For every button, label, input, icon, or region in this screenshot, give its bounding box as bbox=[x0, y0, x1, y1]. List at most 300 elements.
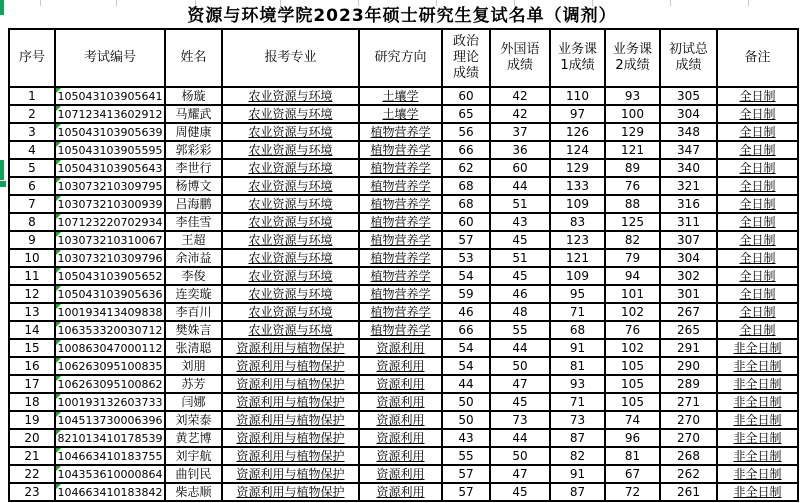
cell-major[interactable]: 资源利用与植物保护 bbox=[222, 393, 359, 411]
cell-course2-score[interactable]: 94 bbox=[605, 267, 660, 285]
cell-major[interactable]: 农业资源与环境 bbox=[222, 177, 359, 195]
recruitment-roster-table bbox=[8, 28, 799, 502]
cell-remarks[interactable]: 全日制 bbox=[717, 105, 798, 123]
cell-exam-number[interactable] bbox=[55, 249, 165, 267]
cell-research-direction[interactable]: 植物营养学 bbox=[359, 321, 442, 339]
column-header-name[interactable] bbox=[165, 29, 222, 87]
cell-course1-score[interactable]: 87 bbox=[550, 483, 605, 501]
cell-major[interactable]: 农业资源与环境 bbox=[222, 303, 359, 321]
cell-course2-score[interactable]: 88 bbox=[605, 195, 660, 213]
cell-major[interactable]: 资源利用与植物保护 bbox=[222, 447, 359, 465]
cell-major[interactable]: 农业资源与环境 bbox=[222, 159, 359, 177]
cell-name[interactable]: 樊姝言 bbox=[165, 321, 222, 339]
table-row bbox=[9, 375, 798, 393]
cell-name[interactable]: 周健康 bbox=[165, 123, 222, 141]
cell-course1-score[interactable]: 71 bbox=[550, 393, 605, 411]
cell-research-direction[interactable]: 植物营养学 bbox=[359, 285, 442, 303]
column-header-label: 考试编号 bbox=[83, 49, 136, 65]
cell-exam-number[interactable] bbox=[55, 321, 165, 339]
cell-value: 103073210309795 bbox=[57, 179, 163, 193]
table-row bbox=[9, 249, 798, 267]
cell-name[interactable]: 黄艺博 bbox=[165, 429, 222, 447]
number-as-text-indicator-icon bbox=[56, 412, 61, 417]
cell-research-direction[interactable]: 植物营养学 bbox=[359, 303, 442, 321]
cell-exam-number[interactable] bbox=[55, 231, 165, 249]
cell-remarks[interactable]: 非全日制 bbox=[717, 339, 798, 357]
cell-total-score[interactable]: 316 bbox=[660, 195, 717, 213]
cell-politics-score[interactable]: 55 bbox=[442, 447, 490, 465]
cell-research-direction[interactable]: 资源利用 bbox=[359, 393, 442, 411]
cell-research-direction[interactable]: 资源利用 bbox=[359, 375, 442, 393]
cell-remarks[interactable]: 非全日制 bbox=[717, 429, 798, 447]
column-header-major[interactable] bbox=[222, 29, 359, 87]
cell-exam-number[interactable] bbox=[55, 411, 165, 429]
cell-exam-number[interactable] bbox=[55, 177, 165, 195]
number-as-text-indicator-icon bbox=[56, 376, 61, 381]
cell-foreign-language-score[interactable]: 36 bbox=[490, 141, 550, 159]
column-header-total-score[interactable] bbox=[660, 29, 717, 87]
cell-foreign-language-score[interactable]: 55 bbox=[490, 321, 550, 339]
cell-course2-score[interactable]: 76 bbox=[605, 321, 660, 339]
cell-major[interactable]: 农业资源与环境 bbox=[222, 195, 359, 213]
number-as-text-indicator-icon bbox=[56, 484, 61, 489]
cell-course1-score[interactable]: 82 bbox=[550, 447, 605, 465]
cell-name[interactable]: 张清聪 bbox=[165, 339, 222, 357]
cell-exam-number[interactable] bbox=[55, 375, 165, 393]
cell-remarks[interactable]: 非全日制 bbox=[717, 447, 798, 465]
cell-course2-score[interactable]: 101 bbox=[605, 285, 660, 303]
cell-foreign-language-score[interactable]: 47 bbox=[490, 375, 550, 393]
cell-research-direction[interactable]: 资源利用 bbox=[359, 429, 442, 447]
cell-politics-score[interactable]: 68 bbox=[442, 177, 490, 195]
cell-value: 105043103905636 bbox=[57, 287, 163, 301]
cell-exam-number[interactable] bbox=[55, 123, 165, 141]
cell-value: 105043103905652 bbox=[57, 269, 163, 283]
cell-foreign-language-score[interactable]: 44 bbox=[490, 177, 550, 195]
cell-research-direction[interactable]: 植物营养学 bbox=[359, 159, 442, 177]
cell-foreign-language-score[interactable]: 44 bbox=[490, 339, 550, 357]
cell-serial[interactable]: 19 bbox=[9, 411, 55, 429]
column-header-foreign-language-score[interactable] bbox=[490, 29, 550, 87]
cell-name[interactable]: 余沛益 bbox=[165, 249, 222, 267]
cell-foreign-language-score[interactable]: 45 bbox=[490, 393, 550, 411]
cell-research-direction[interactable]: 土壤学 bbox=[359, 87, 442, 105]
cell-research-direction[interactable]: 植物营养学 bbox=[359, 177, 442, 195]
cell-foreign-language-score[interactable]: 60 bbox=[490, 159, 550, 177]
cell-remarks[interactable]: 非全日制 bbox=[717, 411, 798, 429]
cell-exam-number[interactable] bbox=[55, 159, 165, 177]
cell-course2-score[interactable]: 93 bbox=[605, 87, 660, 105]
cell-serial[interactable]: 8 bbox=[9, 213, 55, 231]
cell-foreign-language-score[interactable]: 45 bbox=[490, 483, 550, 501]
cell-research-direction[interactable]: 植物营养学 bbox=[359, 141, 442, 159]
cell-course1-score[interactable]: 129 bbox=[550, 159, 605, 177]
cell-name[interactable]: 杨璇 bbox=[165, 87, 222, 105]
cell-remarks[interactable]: 全日制 bbox=[717, 123, 798, 141]
cell-name[interactable]: 王超 bbox=[165, 231, 222, 249]
cell-serial[interactable]: 5 bbox=[9, 159, 55, 177]
cell-politics-score[interactable]: 57 bbox=[442, 483, 490, 501]
cell-total-score[interactable]: 291 bbox=[660, 339, 717, 357]
column-header-exam-number[interactable] bbox=[55, 29, 165, 87]
cell-major[interactable]: 农业资源与环境 bbox=[222, 105, 359, 123]
cell-foreign-language-score[interactable]: 43 bbox=[490, 213, 550, 231]
cell-remarks[interactable]: 全日制 bbox=[717, 159, 798, 177]
cell-major[interactable]: 农业资源与环境 bbox=[222, 321, 359, 339]
header-row bbox=[9, 29, 798, 87]
cell-total-score[interactable]: 304 bbox=[660, 105, 717, 123]
cell-foreign-language-score[interactable]: 47 bbox=[490, 465, 550, 483]
cell-exam-number[interactable] bbox=[55, 465, 165, 483]
cell-remarks[interactable]: 全日制 bbox=[717, 321, 798, 339]
cell-name[interactable]: 吕海鹏 bbox=[165, 195, 222, 213]
cell-course2-score[interactable]: 82 bbox=[605, 231, 660, 249]
cell-foreign-language-score[interactable]: 42 bbox=[490, 87, 550, 105]
cell-politics-score[interactable]: 60 bbox=[442, 87, 490, 105]
cell-politics-score[interactable]: 54 bbox=[442, 267, 490, 285]
cell-remarks[interactable]: 全日制 bbox=[717, 231, 798, 249]
cell-name[interactable]: 杨博文 bbox=[165, 177, 222, 195]
column-header-course1-score[interactable] bbox=[550, 29, 605, 87]
cell-value: 105043103905595 bbox=[57, 143, 163, 157]
cell-exam-number[interactable] bbox=[55, 483, 165, 501]
cell-major[interactable]: 资源利用与植物保护 bbox=[222, 483, 359, 501]
cell-remarks[interactable]: 全日制 bbox=[717, 195, 798, 213]
cell-serial[interactable]: 22 bbox=[9, 465, 55, 483]
column-header-label: 政治理论成绩 bbox=[452, 33, 479, 82]
cell-politics-score[interactable]: 60 bbox=[442, 213, 490, 231]
cell-serial[interactable]: 12 bbox=[9, 285, 55, 303]
cell-exam-number[interactable] bbox=[55, 429, 165, 447]
cell-course1-score[interactable]: 91 bbox=[550, 339, 605, 357]
cell-course1-score[interactable]: 124 bbox=[550, 141, 605, 159]
cell-research-direction[interactable]: 植物营养学 bbox=[359, 231, 442, 249]
column-header-label: 序号 bbox=[18, 49, 45, 65]
cell-research-direction[interactable]: 植物营养学 bbox=[359, 195, 442, 213]
column-header-label: 业务课2成绩 bbox=[612, 41, 652, 73]
cell-serial[interactable]: 6 bbox=[9, 177, 55, 195]
cell-serial[interactable]: 15 bbox=[9, 339, 55, 357]
cell-major[interactable]: 资源利用与植物保护 bbox=[222, 375, 359, 393]
excel-selection-border-row5 bbox=[0, 160, 4, 180]
cell-remarks[interactable]: 非全日制 bbox=[717, 465, 798, 483]
cell-politics-score[interactable]: 66 bbox=[442, 141, 490, 159]
cell-course1-score[interactable]: 87 bbox=[550, 429, 605, 447]
cell-value: 103073210310067 bbox=[57, 233, 163, 247]
cell-exam-number[interactable] bbox=[55, 213, 165, 231]
cell-remarks[interactable]: 全日制 bbox=[717, 267, 798, 285]
cell-serial[interactable]: 9 bbox=[9, 231, 55, 249]
cell-course1-score[interactable]: 81 bbox=[550, 357, 605, 375]
cell-total-score[interactable]: 302 bbox=[660, 267, 717, 285]
cell-course1-score[interactable]: 95 bbox=[550, 285, 605, 303]
cell-course1-score[interactable]: 83 bbox=[550, 213, 605, 231]
column-header-politics-score[interactable] bbox=[442, 29, 490, 87]
cell-serial[interactable]: 17 bbox=[9, 375, 55, 393]
cell-serial[interactable]: 14 bbox=[9, 321, 55, 339]
cell-course2-score[interactable]: 96 bbox=[605, 429, 660, 447]
cell-total-score[interactable]: 321 bbox=[660, 177, 717, 195]
cell-total-score[interactable]: 301 bbox=[660, 285, 717, 303]
number-as-text-indicator-icon bbox=[56, 268, 61, 273]
number-as-text-indicator-icon bbox=[56, 466, 61, 471]
cell-course1-score[interactable]: 68 bbox=[550, 321, 605, 339]
cell-major[interactable]: 农业资源与环境 bbox=[222, 249, 359, 267]
cell-course2-score[interactable]: 102 bbox=[605, 339, 660, 357]
cell-politics-score[interactable]: 65 bbox=[442, 105, 490, 123]
cell-exam-number[interactable] bbox=[55, 357, 165, 375]
cell-serial[interactable]: 13 bbox=[9, 303, 55, 321]
cell-course1-score[interactable]: 91 bbox=[550, 465, 605, 483]
page-title[interactable]: 资源与环境学院2023年硕士研究生复试名单（调剂） bbox=[187, 6, 617, 26]
cell-major[interactable]: 农业资源与环境 bbox=[222, 123, 359, 141]
cell-serial[interactable]: 18 bbox=[9, 393, 55, 411]
cell-exam-number[interactable] bbox=[55, 303, 165, 321]
cell-name[interactable]: 连奕璇 bbox=[165, 285, 222, 303]
cell-research-direction[interactable]: 资源利用 bbox=[359, 465, 442, 483]
cell-foreign-language-score[interactable]: 45 bbox=[490, 267, 550, 285]
column-header-remarks[interactable] bbox=[717, 29, 798, 87]
cell-politics-score[interactable]: 57 bbox=[442, 465, 490, 483]
number-as-text-indicator-icon bbox=[56, 178, 61, 183]
cell-foreign-language-score[interactable]: 42 bbox=[490, 105, 550, 123]
cell-value: 104353610000864 bbox=[57, 467, 163, 481]
cell-total-score[interactable]: 262 bbox=[660, 465, 717, 483]
cell-name[interactable]: 闫娜 bbox=[165, 393, 222, 411]
cell-politics-score[interactable]: 44 bbox=[442, 375, 490, 393]
cell-total-score[interactable]: 270 bbox=[660, 411, 717, 429]
cell-major[interactable]: 农业资源与环境 bbox=[222, 285, 359, 303]
cell-name[interactable]: 曲钊民 bbox=[165, 465, 222, 483]
cell-remarks[interactable]: 全日制 bbox=[717, 177, 798, 195]
cell-exam-number[interactable] bbox=[55, 141, 165, 159]
column-header-label: 备注 bbox=[744, 49, 771, 65]
column-header-course2-score[interactable] bbox=[605, 29, 660, 87]
cell-course1-score[interactable]: 71 bbox=[550, 303, 605, 321]
cell-name[interactable]: 苏芳 bbox=[165, 375, 222, 393]
cell-name[interactable]: 李百川 bbox=[165, 303, 222, 321]
cell-course1-score[interactable]: 73 bbox=[550, 411, 605, 429]
cell-serial[interactable]: 23 bbox=[9, 483, 55, 501]
cell-politics-score[interactable]: 56 bbox=[442, 123, 490, 141]
cell-major[interactable]: 农业资源与环境 bbox=[222, 213, 359, 231]
cell-politics-score[interactable]: 53 bbox=[442, 249, 490, 267]
number-as-text-indicator-icon bbox=[56, 322, 61, 327]
cell-major[interactable]: 资源利用与植物保护 bbox=[222, 411, 359, 429]
cell-course1-score[interactable]: 133 bbox=[550, 177, 605, 195]
cell-serial[interactable]: 20 bbox=[9, 429, 55, 447]
cell-exam-number[interactable] bbox=[55, 285, 165, 303]
cell-total-score[interactable]: 347 bbox=[660, 141, 717, 159]
cell-course1-score[interactable]: 110 bbox=[550, 87, 605, 105]
cell-major[interactable]: 农业资源与环境 bbox=[222, 141, 359, 159]
cell-major[interactable]: 农业资源与环境 bbox=[222, 87, 359, 105]
cell-total-score[interactable]: 304 bbox=[660, 249, 717, 267]
cell-exam-number[interactable] bbox=[55, 393, 165, 411]
cell-total-score[interactable]: 267 bbox=[660, 303, 717, 321]
cell-course2-score[interactable]: 74 bbox=[605, 411, 660, 429]
cell-exam-number[interactable] bbox=[55, 105, 165, 123]
cell-total-score[interactable]: 268 bbox=[660, 447, 717, 465]
cell-remarks[interactable]: 全日制 bbox=[717, 303, 798, 321]
cell-course1-score[interactable]: 93 bbox=[550, 375, 605, 393]
cell-research-direction[interactable]: 资源利用 bbox=[359, 339, 442, 357]
cell-name[interactable]: 刘荣泰 bbox=[165, 411, 222, 429]
cell-politics-score[interactable]: 68 bbox=[442, 195, 490, 213]
cell-serial[interactable]: 4 bbox=[9, 141, 55, 159]
cell-major[interactable]: 资源利用与植物保护 bbox=[222, 357, 359, 375]
cell-research-direction[interactable]: 资源利用 bbox=[359, 411, 442, 429]
cell-name[interactable]: 李世行 bbox=[165, 159, 222, 177]
cell-name[interactable]: 马耀武 bbox=[165, 105, 222, 123]
cell-serial[interactable]: 21 bbox=[9, 447, 55, 465]
cell-research-direction[interactable]: 植物营养学 bbox=[359, 249, 442, 267]
cell-remarks[interactable]: 非全日制 bbox=[717, 483, 798, 501]
cell-politics-score[interactable]: 54 bbox=[442, 357, 490, 375]
cell-foreign-language-score[interactable]: 48 bbox=[490, 303, 550, 321]
cell-course2-score[interactable]: 81 bbox=[605, 447, 660, 465]
cell-politics-score[interactable]: 43 bbox=[442, 429, 490, 447]
cell-research-direction[interactable]: 植物营养学 bbox=[359, 267, 442, 285]
cell-major[interactable]: 农业资源与环境 bbox=[222, 267, 359, 285]
cell-remarks[interactable]: 全日制 bbox=[717, 87, 798, 105]
cell-course1-score[interactable]: 97 bbox=[550, 105, 605, 123]
table-row bbox=[9, 465, 798, 483]
cell-name[interactable]: 李俊 bbox=[165, 267, 222, 285]
cell-major[interactable]: 资源利用与植物保护 bbox=[222, 429, 359, 447]
excel-fill-handle[interactable] bbox=[0, 181, 6, 187]
cell-course2-score[interactable]: 129 bbox=[605, 123, 660, 141]
cell-serial[interactable]: 2 bbox=[9, 105, 55, 123]
cell-remarks[interactable]: 全日制 bbox=[717, 213, 798, 231]
cell-name[interactable]: 李佳雪 bbox=[165, 213, 222, 231]
cell-major[interactable]: 资源利用与植物保护 bbox=[222, 465, 359, 483]
cell-major[interactable]: 资源利用与植物保护 bbox=[222, 339, 359, 357]
cell-course2-score[interactable]: 100 bbox=[605, 105, 660, 123]
cell-course2-score[interactable]: 89 bbox=[605, 159, 660, 177]
cell-course2-score[interactable]: 105 bbox=[605, 393, 660, 411]
cell-remarks[interactable]: 非全日制 bbox=[717, 393, 798, 411]
cell-politics-score[interactable]: 59 bbox=[442, 285, 490, 303]
cell-foreign-language-score[interactable]: 50 bbox=[490, 447, 550, 465]
cell-politics-score[interactable]: 50 bbox=[442, 393, 490, 411]
cell-course2-score[interactable]: 125 bbox=[605, 213, 660, 231]
number-as-text-indicator-icon bbox=[56, 448, 61, 453]
cell-course1-score[interactable]: 109 bbox=[550, 267, 605, 285]
cell-name[interactable]: 刘朋 bbox=[165, 357, 222, 375]
cell-remarks[interactable]: 全日制 bbox=[717, 285, 798, 303]
cell-research-direction[interactable]: 植物营养学 bbox=[359, 213, 442, 231]
cell-foreign-language-score[interactable]: 37 bbox=[490, 123, 550, 141]
table-row bbox=[9, 177, 798, 195]
cell-politics-score[interactable]: 46 bbox=[442, 303, 490, 321]
cell-name[interactable]: 刘宇航 bbox=[165, 447, 222, 465]
cell-remarks[interactable]: 非全日制 bbox=[717, 375, 798, 393]
cell-remarks[interactable]: 非全日制 bbox=[717, 357, 798, 375]
cell-serial[interactable]: 3 bbox=[9, 123, 55, 141]
cell-exam-number[interactable] bbox=[55, 447, 165, 465]
cell-politics-score[interactable]: 66 bbox=[442, 321, 490, 339]
cell-value: 103073210309796 bbox=[57, 251, 163, 265]
cell-course2-score[interactable]: 105 bbox=[605, 357, 660, 375]
cell-course2-score[interactable]: 76 bbox=[605, 177, 660, 195]
cell-course2-score[interactable]: 105 bbox=[605, 375, 660, 393]
cell-remarks[interactable]: 全日制 bbox=[717, 249, 798, 267]
cell-foreign-language-score[interactable]: 46 bbox=[490, 285, 550, 303]
table-row bbox=[9, 393, 798, 411]
cell-exam-number[interactable] bbox=[55, 195, 165, 213]
cell-remarks[interactable]: 全日制 bbox=[717, 141, 798, 159]
cell-course2-score[interactable]: 72 bbox=[605, 483, 660, 501]
cell-foreign-language-score[interactable]: 51 bbox=[490, 249, 550, 267]
table-row bbox=[9, 321, 798, 339]
cell-foreign-language-score[interactable]: 73 bbox=[490, 411, 550, 429]
cell-course2-score[interactable]: 121 bbox=[605, 141, 660, 159]
cell-course2-score[interactable]: 102 bbox=[605, 303, 660, 321]
number-as-text-indicator-icon bbox=[56, 142, 61, 147]
cell-exam-number[interactable] bbox=[55, 87, 165, 105]
cell-politics-score[interactable]: 57 bbox=[442, 231, 490, 249]
cell-research-direction[interactable]: 资源利用 bbox=[359, 483, 442, 501]
cell-foreign-language-score[interactable]: 45 bbox=[490, 231, 550, 249]
cell-total-score[interactable]: 340 bbox=[660, 159, 717, 177]
cell-course2-score[interactable]: 67 bbox=[605, 465, 660, 483]
cell-serial[interactable]: 10 bbox=[9, 249, 55, 267]
cell-serial[interactable]: 1 bbox=[9, 87, 55, 105]
cell-politics-score[interactable]: 54 bbox=[442, 339, 490, 357]
cell-course1-score[interactable]: 121 bbox=[550, 249, 605, 267]
cell-total-score[interactable]: 261 bbox=[660, 483, 717, 501]
cell-exam-number[interactable] bbox=[55, 267, 165, 285]
column-header-research-direction[interactable] bbox=[359, 29, 442, 87]
cell-total-score[interactable]: 305 bbox=[660, 87, 717, 105]
cell-serial[interactable]: 11 bbox=[9, 267, 55, 285]
cell-course1-score[interactable]: 123 bbox=[550, 231, 605, 249]
cell-total-score[interactable]: 348 bbox=[660, 123, 717, 141]
cell-foreign-language-score[interactable]: 50 bbox=[490, 357, 550, 375]
cell-research-direction[interactable]: 资源利用 bbox=[359, 357, 442, 375]
cell-total-score[interactable]: 307 bbox=[660, 231, 717, 249]
cell-major[interactable]: 农业资源与环境 bbox=[222, 231, 359, 249]
number-as-text-indicator-icon bbox=[56, 214, 61, 219]
cell-politics-score[interactable]: 50 bbox=[442, 411, 490, 429]
cell-total-score[interactable]: 271 bbox=[660, 393, 717, 411]
cell-total-score[interactable]: 311 bbox=[660, 213, 717, 231]
table-row bbox=[9, 267, 798, 285]
cell-research-direction[interactable]: 植物营养学 bbox=[359, 123, 442, 141]
cell-research-direction[interactable]: 土壤学 bbox=[359, 105, 442, 123]
cell-total-score[interactable]: 270 bbox=[660, 429, 717, 447]
cell-politics-score[interactable]: 62 bbox=[442, 159, 490, 177]
cell-foreign-language-score[interactable]: 51 bbox=[490, 195, 550, 213]
column-header-serial[interactable] bbox=[9, 29, 55, 87]
cell-foreign-language-score[interactable]: 44 bbox=[490, 429, 550, 447]
cell-total-score[interactable]: 290 bbox=[660, 357, 717, 375]
cell-course1-score[interactable]: 126 bbox=[550, 123, 605, 141]
cell-total-score[interactable]: 289 bbox=[660, 375, 717, 393]
table-row bbox=[9, 339, 798, 357]
cell-total-score[interactable]: 265 bbox=[660, 321, 717, 339]
cell-name[interactable]: 柴志顺 bbox=[165, 483, 222, 501]
cell-exam-number[interactable] bbox=[55, 339, 165, 357]
number-as-text-indicator-icon bbox=[56, 250, 61, 255]
cell-research-direction[interactable]: 资源利用 bbox=[359, 447, 442, 465]
cell-name[interactable]: 郭彩彩 bbox=[165, 141, 222, 159]
cell-serial[interactable]: 7 bbox=[9, 195, 55, 213]
cell-course2-score[interactable]: 79 bbox=[605, 249, 660, 267]
cell-serial[interactable]: 16 bbox=[9, 357, 55, 375]
cell-course1-score[interactable]: 109 bbox=[550, 195, 605, 213]
